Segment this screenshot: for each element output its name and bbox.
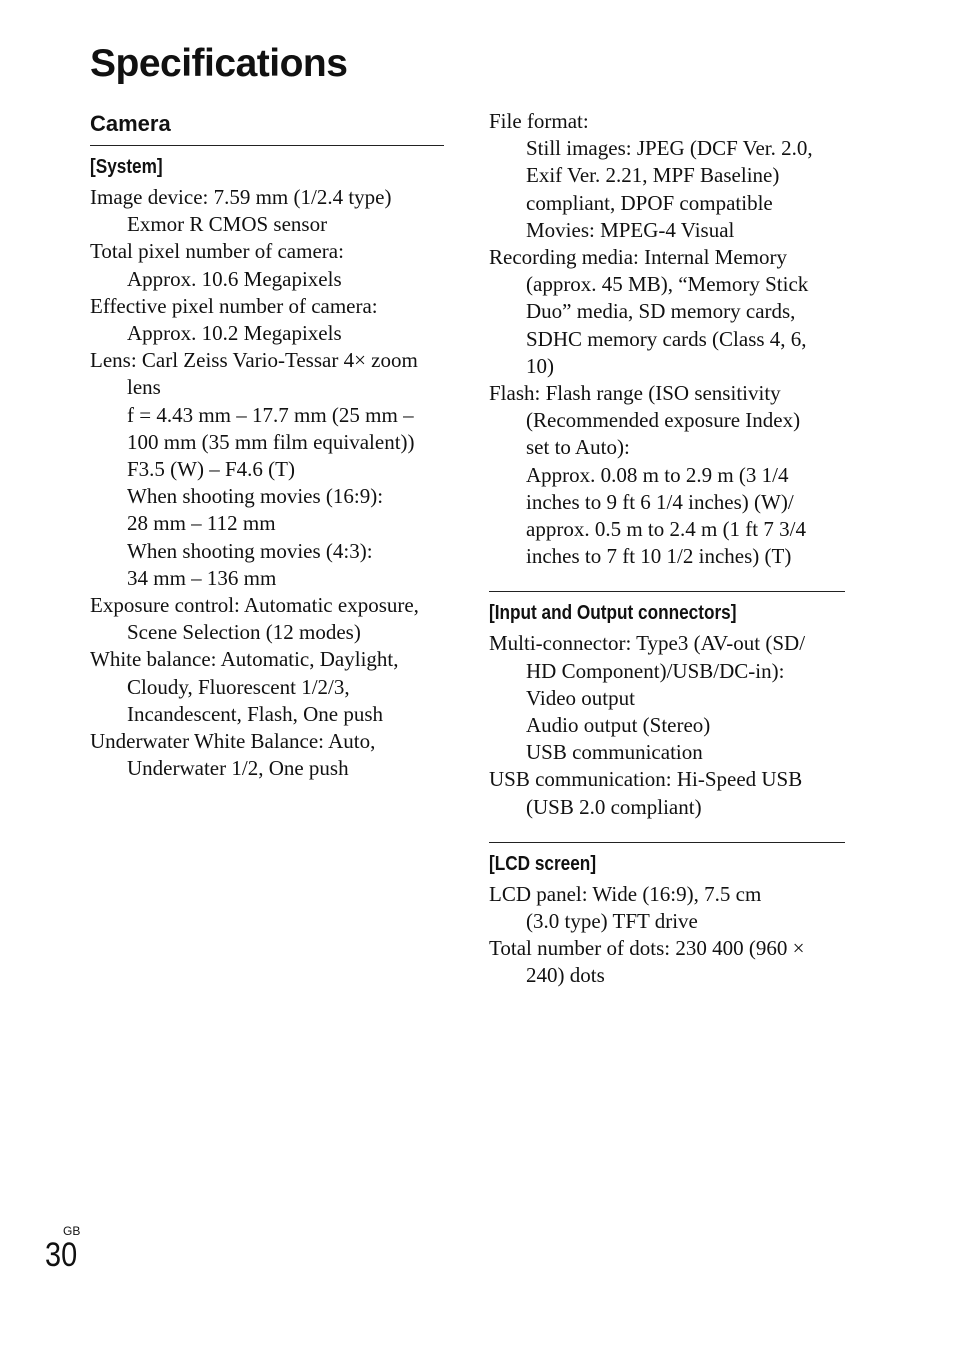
system-section-heading: [System] [90,156,163,178]
spec-text-continued: (approx. 45 MB), “Memory Stick [526,272,809,297]
spec-text: Flash: Flash range (ISO sensitivity [489,381,781,406]
spec-text-continued: (3.0 type) TFT drive [526,909,698,934]
lcd-spec-list [489,881,845,990]
spec-text: Recording media: Internal Memory [489,245,787,270]
spec-text-continued: f = 4.43 mm – 17.7 mm (25 mm – [127,402,414,427]
io-spec-list [489,630,845,820]
spec-text-continued: Audio output (Stereo) [526,713,711,738]
page-number: 30 [45,1236,78,1274]
spec-item [90,347,444,592]
spec-item [90,592,444,646]
spec-item [489,881,845,935]
lcd-section-heading: [LCD screen] [489,852,597,875]
spec-item [489,766,845,820]
spec-text-continued: HD Component)/USB/DC-in): [526,658,785,683]
right-column [489,108,845,990]
spacer [489,570,845,591]
spec-text: File format: [489,109,589,133]
spec-text-continued: Duo” media, SD memory cards, [526,299,796,324]
spec-text-continued: 10) [526,353,554,378]
spacer [489,821,845,842]
spec-text-continued: When shooting movies (4:3): [127,538,373,563]
spec-item [90,184,444,238]
spec-text: Total number of dots: 230 400 (960 × [489,936,805,961]
spec-item [90,646,444,728]
left-column [90,108,444,782]
spec-text: USB communication: Hi-Speed USB [489,767,803,792]
spec-text: White balance: Automatic, Daylight, [90,647,399,672]
spec-text-continued: Exif Ver. 2.21, MPF Baseline) [526,163,780,188]
spec-item [489,630,845,766]
spec-text-continued: 34 mm – 136 mm [127,565,277,590]
spec-text-continued: Approx. 0.08 m to 2.9 m (3 1/4 [526,462,789,487]
spec-text-continued: inches to 7 ft 10 1/2 inches) (T) [526,544,792,569]
spec-text-continued: Scene Selection (12 modes) [127,620,361,645]
spec-text-continued: (Recommended exposure Index) [526,408,801,433]
spec-text-continued: compliant, DPOF compatible [526,190,773,215]
spec-text-continued: Movies: MPEG-4 Visual [526,217,735,242]
spec-text: Multi-connector: Type3 (AV-out (SD/ [489,631,806,656]
spec-item [90,293,444,347]
spec-text: Lens: Carl Zeiss Vario-Tessar 4× zoom [90,348,418,373]
section-divider [489,591,845,592]
spec-text: Effective pixel number of camera: [90,293,378,318]
spec-item [489,935,845,989]
spec-text-continued: Cloudy, Fluorescent 1/2/3, [127,674,350,699]
spec-item [489,380,845,570]
spec-text-continued: 100 mm (35 mm film equivalent)) [127,429,415,454]
spec-text-continued: Exmor R CMOS sensor [127,212,328,237]
region-label: GB [63,1224,81,1238]
spec-text-continued: Approx. 10.6 Megapixels [127,266,342,291]
spec-item [489,108,845,244]
spec-item [489,244,845,380]
section-divider [489,842,845,843]
spec-text-continued: 240) dots [526,963,605,988]
spec-item [90,238,444,292]
media-spec-list [489,108,845,570]
spec-text-continued: inches to 9 ft 6 1/4 inches) (W)/ [526,489,794,514]
spec-text: Exposure control: Automatic exposure, [90,593,419,618]
spec-text: LCD panel: Wide (16:9), 7.5 cm [489,881,762,906]
spec-text-continued: Underwater 1/2, One push [127,756,349,781]
spec-text-continued: Video output [526,685,635,710]
spec-text-continued: Incandescent, Flash, One push [127,701,384,726]
system-spec-list [90,184,444,782]
spec-text-continued: F3.5 (W) – F4.6 (T) [127,457,295,482]
spec-text: Total pixel number of camera: [90,239,344,264]
spec-text-continued: 28 mm – 112 mm [127,511,276,536]
spec-text-continued: Approx. 10.2 Megapixels [127,321,342,346]
spec-text-continued: approx. 0.5 m to 2.4 m (1 ft 7 3/4 [526,517,806,542]
page-title: Specifications [90,42,348,85]
spec-text-continued: SDHC memory cards (Class 4, 6, [526,326,807,351]
spec-text-continued: lens [127,375,161,400]
section-divider [90,145,444,146]
io-section-heading: [Input and Output connectors] [489,602,737,625]
spec-text-continued: When shooting movies (16:9): [127,484,384,509]
spec-text-continued: (USB 2.0 compliant) [526,794,702,819]
spec-text-continued: Still images: JPEG (DCF Ver. 2.0, [526,136,813,161]
spec-text: Image device: 7.59 mm (1/2.4 type) [90,185,392,209]
spec-text-continued: USB communication [526,740,703,765]
spec-text-continued: set to Auto): [526,435,630,460]
spec-item [90,728,444,782]
camera-heading: Camera [90,111,171,136]
spec-text: Underwater White Balance: Auto, [90,729,376,754]
